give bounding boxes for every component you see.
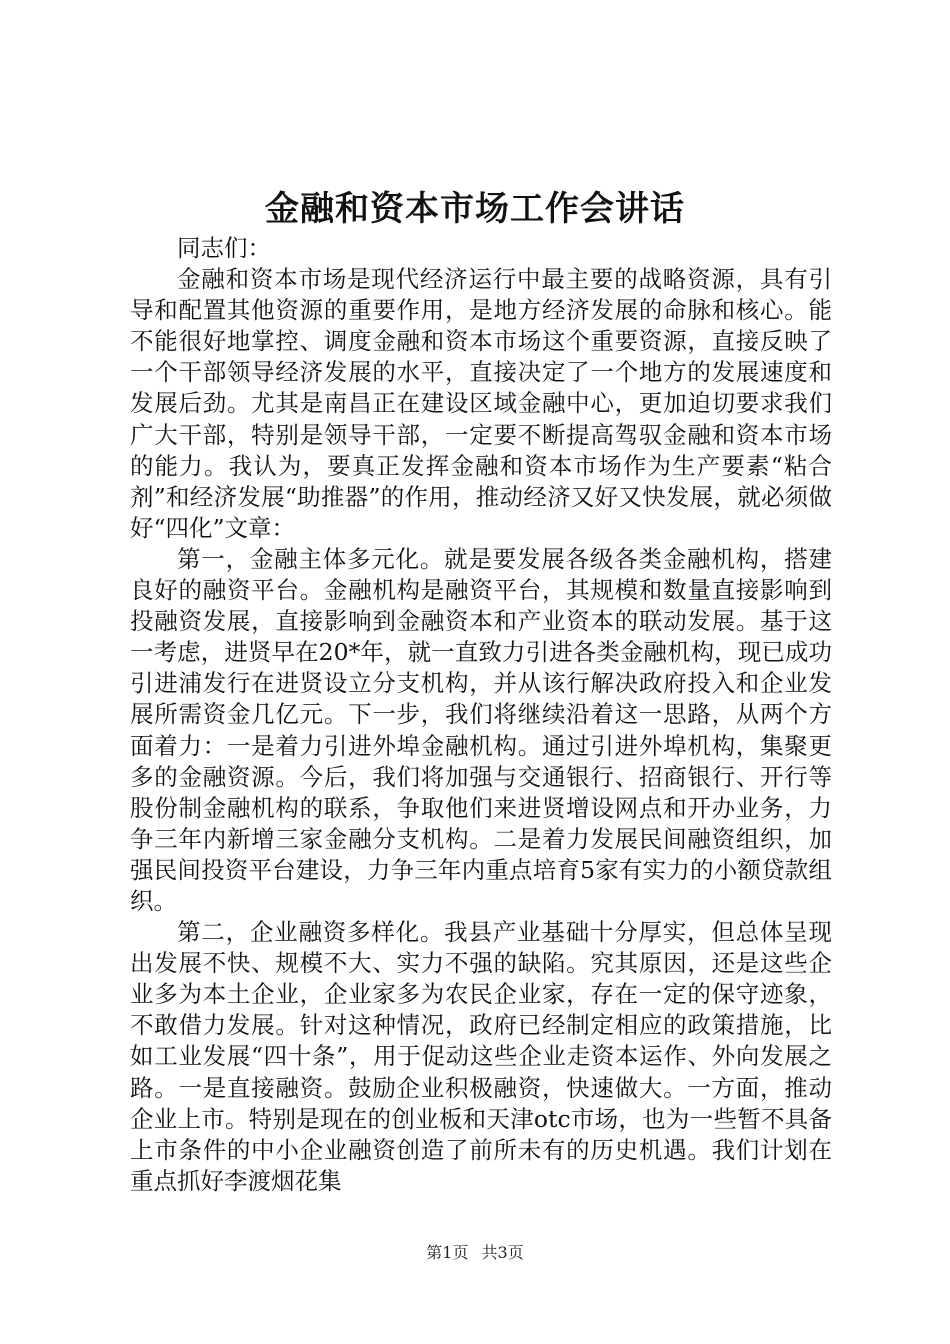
- page-number: 第1页: [426, 1243, 469, 1262]
- paragraph-second-point: 第二，企业融资多样化。我县产业基础十分厚实，但总体呈现出发展不快、规模不大、实力不强的缺陷。究其原因，还是这些企业多为本土企业，企业家多为农民企业家，存在一定的保守迹象，不敢借力发展。针对这种情况，政府已经制定相应的政策措施，比如工业发展“四十条”，用于促动这些企业走资本运作、外向发展之路。一是直接融资。鼓励企业积极融资，快速做大。一方面，推动企业上市。特别是现在的创业板和天津otc市场，也为一些暂不具备上市条件的中小企业融资创造了前所未有的历史机遇。我们计划在重点抓好李渡烟花集: [130, 918, 832, 1195]
- salutation: 同志们：: [177, 234, 271, 262]
- document-title: 金融和资本市场工作会讲话: [265, 189, 685, 229]
- paragraph-intro: 金融和资本市场是现代经济运行中最主要的战略资源，具有引导和配置其他资源的重要作用，是地方经济发展的命脉和核心。能不能很好地掌控、调度金融和资本市场这个重要资源，直接反映了一个干部领导经济发展的水平，直接决定了一个地方的发展速度和发展后劲。尤其是南昌正在建设区域金融中心，更加迫切要求我们广大干部，特别是领导干部，一定要不断提高驾驭金融和资本市场的能力。我认为，要真正发挥金融和资本市场作为生产要素“粘合剂”和经济发展“助推器”的作用，推动经济又好又快发展，就必须做好“四化”文章：: [130, 265, 832, 542]
- page-total: 共3页: [481, 1243, 524, 1262]
- paragraph-first-point: 第一，金融主体多元化。就是要发展各级各类金融机构，搭建良好的融资平台。金融机构是融资平台，其规模和数量直接影响到投融资发展，直接影响到金融资本和产业资本的联动发展。基于这一考虑，进贤早在20*年，就一直致力引进各类金融机构，现已成功引进浦发行在进贤设立分支机构，并从该行解决政府投入和企业发展所需资金几亿元。下一步，我们将继续沿着这一思路，从两个方面着力：一是着力引进外埠金融机构。通过引进外埠机构，集聚更多的金融资源。今后，我们将加强与交通银行、招商银行、开行等股份制金融机构的联系，争取他们来进贤增设网点和开办业务，力争三年内新增三家金融分支机构。二是着力发展民间融资组织，加强民间投资平台建设，力争三年内重点培育5家有实力的小额贷款组织。: [130, 544, 832, 915]
- page-footer: [0, 1241, 950, 1265]
- document-body: [130, 233, 832, 1197]
